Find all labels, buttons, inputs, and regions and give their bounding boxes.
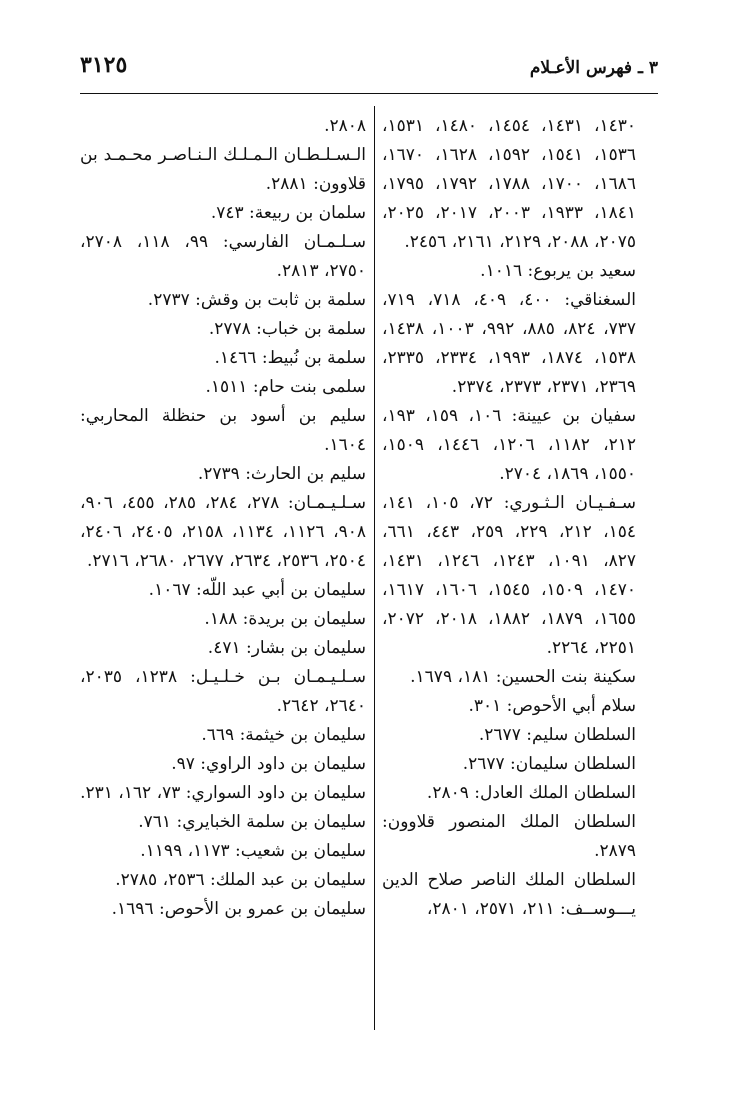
index-entry: السلطان الملك المنصور قلاوون: ٢٨٧٩. [382,812,636,861]
index-entry: سليم بن الحارث: ٢٧٣٩. [197,464,366,484]
left-column [80,112,366,924]
index-entry: سليمان بن داود السواري: ٧٣، ١٦٢، ٢٣١. [80,783,366,803]
section-title: ٣ ـ فهرس الأعـلام [529,58,658,78]
index-entry: سلمى بنت حام: ١٥١١. [205,377,366,397]
index-entry: سليمان بن بشار: ٤٧١. [207,638,366,658]
index-entry: سليمان بن شعيب: ١١٧٣، ١١٩٩. [140,841,366,861]
index-entry: سليمان بن خيثمة: ٦٦٩. [201,725,366,745]
index-entry: سلام أبي الأحوص: ٣٠١. [468,696,636,716]
index-entry: الـسـلـطـان الـمـلـك الـنـاصـر محـمـد بن قلاوون: ٢٨٨١. [80,145,366,194]
page-header [80,52,658,92]
index-entry: ١٤٣٠، ١٤٣١، ١٤٥٤، ١٤٨٠، ١٥٣١، ١٥٣٦، ١٥٤١، ١٥٩٢، ١٦٢٨، ١٦٧٠، ١٦٨٦، ١٧٠٠، ١٧٨٨، ١٧٩٢، ١٧٩٥، ١٨٤١، ١٩٣٣، ٢٠٠٣، ٢٠١٧، ٢٠٢٥، ٢٠٧٥، ٢٠٨٨، ٢١٢٩، ٢١٦١، ٢٤٥٦. [382,116,637,252]
index-entry: ٢٨٠٨. [324,116,366,136]
page-number: ٣١٢٥ [80,52,128,78]
index-entry: سليمان بن عمرو بن الأحوص: ١٦٩٦. [111,899,366,919]
index-entry: سليمان بن سلمة الخبايري: ٧٦١. [138,812,366,832]
index-entry: سلمة بن ثابت بن وقش: ٢٧٣٧. [147,290,366,310]
index-entry: سـلـيـمـان: ٢٧٨، ٢٨٤، ٢٨٥، ٤٥٥، ٩٠٦، ٩٠٨، ١١٢٦، ١١٣٤، ٢١٥٨، ٢٤٠٥، ٢٤٠٦، ٢٥٠٤، ٢٥٣٦، ٢٦٣٤، ٢٦٧٧، ٢٦٨٠، ٢٧١٦. [80,493,367,571]
index-entry: سعيد بن يربوع: ١٠١٦. [480,261,636,281]
index-entry: السلطان الملك العادل: ٢٨٠٩. [426,783,636,803]
index-entry: السلطان سليمان: ٢٦٧٧. [462,754,636,774]
index-entry: السغناقي: ٤٠٠، ٤٠٩، ٧١٨، ٧١٩، ٧٣٧، ٨٢٤، ٨٨٥، ٩٩٢، ١٠٠٣، ١٤٣٨، ١٥٣٨، ١٨٧٤، ١٩٩٣، ٢٣٣٤، ٢٣٣٥، ٢٣٦٩، ٢٣٧١، ٢٣٧٣، ٢٣٧٤. [382,290,637,397]
index-entry: السلطان سليم: ٢٦٧٧. [478,725,636,745]
index-entry: سليمان بن أبي عبد اللّه: ١٠٦٧. [148,580,366,600]
index-entry: سليمان بن داود الراوي: ٩٧. [171,754,366,774]
index-entry: سليم بن أسود بن حنظلة المحاربي: ١٦٠٤. [80,406,366,455]
index-entry: سفيان بن عيينة: ١٠٦، ١٥٩، ١٩٣، ٢١٢، ١١٨٢، ١٢٠٦، ١٤٤٦، ١٥٠٩، ١٥٥٠، ١٨٦٩، ٢٧٠٤. [382,406,637,484]
index-entry: سـفـيـان الـثـوري: ٧٢، ١٠٥، ١٤١، ١٥٤، ٢١٢، ٢٢٩، ٢٥٩، ٤٤٣، ٦٦١، ٨٢٧، ١٠٩١، ١٢٤٣، ١٢٤٦، ١٤٣١، ١٤٧٠، ١٥٠٩، ١٥٤٥، ١٦٠٦، ١٦١٧، ١٦٥٥، ١٨٧٩، ١٨٨٢، ٢٠١٨، ٢٠٧٢، ٢٢٥١، ٢٢٦٤. [382,493,637,658]
index-entry: سليمان بن بريدة: ١٨٨. [204,609,366,629]
header-rule [80,93,658,94]
index-entry: السلطان الملك الناصر صلاح الدين يـــوســف: ٢١١، ٢٥٧١، ٢٨٠١، [382,870,636,919]
index-entry: سلمان بن ربيعة: ٧٤٣. [210,203,366,223]
index-entry: سلمة بن خباب: ٢٧٧٨. [208,319,366,339]
index-entry: سكينة بنت الحسين: ١٨١، ١٦٧٩. [410,667,636,687]
right-column [382,112,636,924]
index-entry: سلمة بن نُبيط: ١٤٦٦. [214,348,366,368]
index-entry: سـلـمـان الفارسي: ٩٩، ١١٨، ٢٧٠٨، ٢٧٥٠، ٢٨١٣. [80,232,366,281]
index-entry: سليمان بن عبد الملك: ٢٥٣٦، ٢٧٨٥. [115,870,366,890]
index-entry: سـلـيـمـان بـن خـلـيـل: ١٢٣٨، ٢٠٣٥، ٢٦٤٠، ٢٦٤٢. [80,667,367,716]
column-divider [374,106,375,1030]
